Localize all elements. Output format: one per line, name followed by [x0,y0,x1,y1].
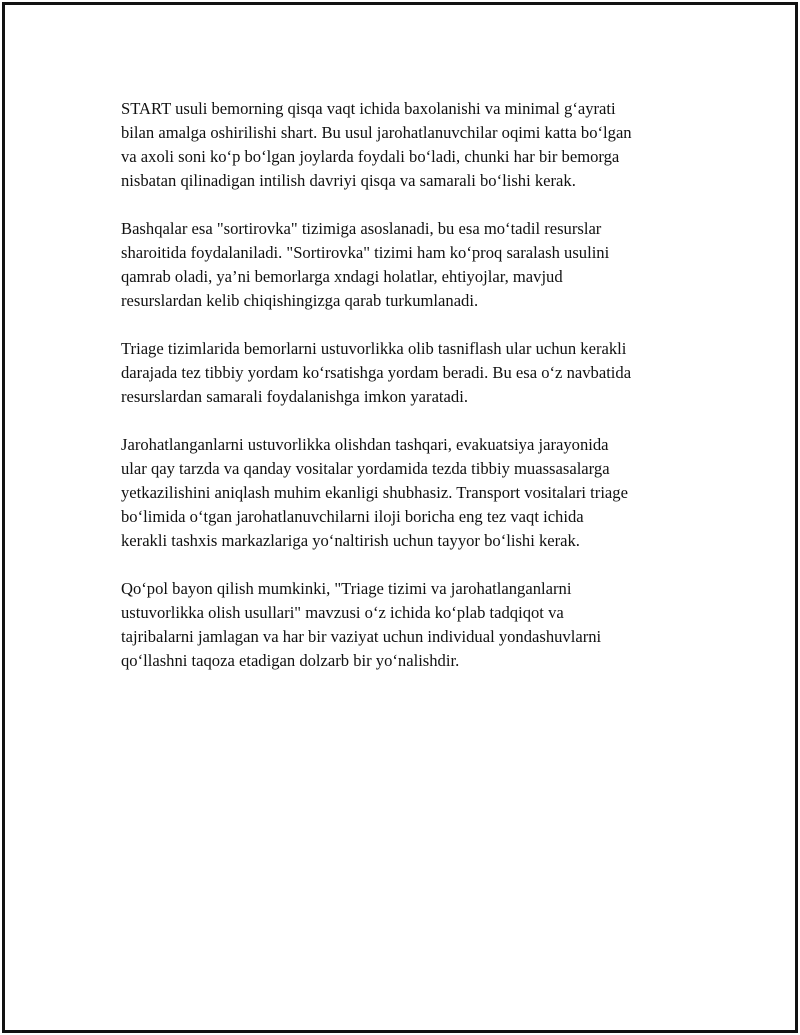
paragraph-line: Triage tizimlarida bemorlarni ustuvorlikka olib tasniflash ular uchun kerakli [121,339,627,358]
paragraph-line: qamrab oladi, ya’ni bemorlarga xndagi holatlar, ehtiyojlar, mavjud [121,267,563,286]
paragraph-line: resurslardan samarali foydalanishga imkon yaratadi. [121,387,468,406]
paragraph-line: darajada tez tibbiy yordam ko‘rsatishga yordam beradi. Bu esa o‘z navbatida [121,363,632,382]
paragraph-line: va axoli soni ko‘p bo‘lgan joylarda foydali bo‘ladi, chunki har bir bemorga [121,147,620,166]
paragraph-line: ular qay tarzda va qanday vositalar yordamida tezda tibbiy muassasalarga [121,459,610,478]
document-page [2,2,798,1033]
paragraph-3 [121,337,681,409]
document-body [121,97,681,697]
paragraph-line: kerakli tashxis markazlariga yo‘naltirish uchun tayyor bo‘lishi kerak. [121,531,580,550]
paragraph-line: ustuvorlikka olish usullari" mavzusi o‘z ichida ko‘plab tadqiqot va [121,603,564,622]
paragraph-5 [121,577,681,673]
paragraph-line: bo‘limida o‘tgan jarohatlanuvchilarni iloji boricha eng tez vaqt ichida [121,507,584,526]
paragraph-1 [121,97,681,193]
paragraph-2 [121,217,681,313]
paragraph-line: Qo‘pol bayon qilish mumkinki, "Triage tizimi va jarohatlanganlarni [121,579,572,598]
paragraph-line: bilan amalga oshirilishi shart. Bu usul jarohatlanuvchilar oqimi katta bo‘lgan [121,123,632,142]
paragraph-line: START usuli bemorning qisqa vaqt ichida baxolanishi va minimal g‘ayrati [121,99,616,118]
paragraph-line: yetkazilishini aniqlash muhim ekanligi shubhasiz. Transport vositalari triage [121,483,628,502]
paragraph-4 [121,433,681,553]
paragraph-line: nisbatan qilinadigan intilish davriyi qisqa va samarali bo‘lishi kerak. [121,171,576,190]
paragraph-line: tajribalarni jamlagan va har bir vaziyat uchun individual yondashuvlarni [121,627,602,646]
paragraph-line: sharoitida foydalaniladi. "Sortirovka" tizimi ham ko‘proq saralash usulini [121,243,610,262]
paragraph-line: Jarohatlanganlarni ustuvorlikka olishdan tashqari, evakuatsiya jarayonida [121,435,609,454]
paragraph-line: qo‘llashni taqoza etadigan dolzarb bir yo‘nalishdir. [121,651,460,670]
paragraph-line: resurslardan kelib chiqishingizga qarab turkumlanadi. [121,291,479,310]
paragraph-line: Bashqalar esa "sortirovka" tizimiga asoslanadi, bu esa mo‘tadil resurslar [121,219,602,238]
